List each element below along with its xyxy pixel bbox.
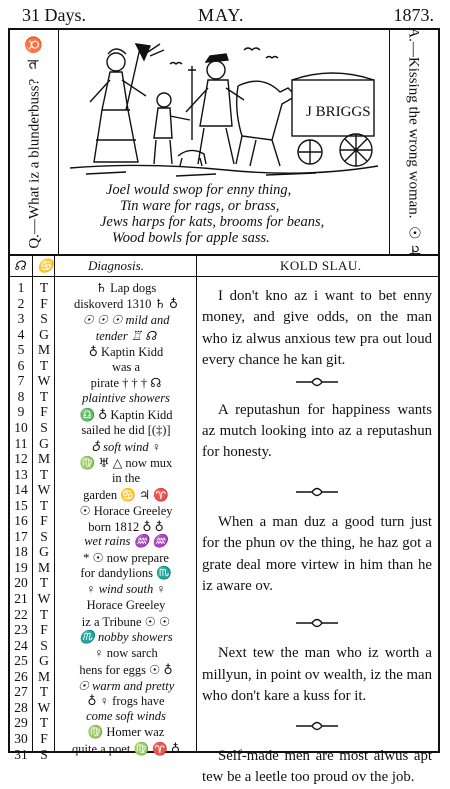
weekday-letter: S xyxy=(40,637,48,653)
diagnosis-line: ♀ wind south ♀ xyxy=(86,582,166,597)
day-number: 1 xyxy=(17,280,25,295)
days-count: 31 Days. xyxy=(22,5,86,25)
day-number: 30 xyxy=(14,730,28,746)
day-number: 19 xyxy=(14,559,28,575)
almanac-header xyxy=(8,2,440,28)
diagnosis-line: ♁ soft wind ♀ xyxy=(90,440,162,454)
illustration-band xyxy=(10,27,438,257)
weekday-letter: F xyxy=(40,404,48,420)
diagnosis-line: in the xyxy=(111,470,141,485)
paragraph: I don't kno az i want to bet enny money, and give odds, on the man who iz alwus anxious tew pra out loud every chance he kan git. xyxy=(202,288,432,369)
peddler-illustration xyxy=(66,40,382,180)
paragraph: Next tew the man who iz worth a millyun, in point ov wealth, iz the man who don't kare a kuss for it. xyxy=(202,645,432,705)
verse-line: Jews harps for kats, brooms for beans, xyxy=(100,214,325,230)
weekday-letter: M xyxy=(37,668,50,684)
kold-slau-text xyxy=(202,286,432,789)
header-rule xyxy=(10,276,438,277)
ornament-divider xyxy=(202,613,432,635)
day-number: 10 xyxy=(14,419,28,435)
weekday-letter: G xyxy=(39,326,49,342)
weekday-letter: T xyxy=(39,357,49,373)
day-number: 23 xyxy=(14,622,28,638)
weekday-letter: T xyxy=(39,388,49,404)
diagnosis-line: * ☉ now prepare xyxy=(83,551,169,566)
day-number: 16 xyxy=(14,513,28,529)
calendar-table xyxy=(10,256,438,786)
diagnosis-line: born 1812 ♁ ♁ xyxy=(88,519,164,534)
paragraph: Self-made men are most alwus apt tew be a leetle too proud ov the job. xyxy=(202,747,432,786)
diagnosis-line: ♎ ♁ Kaptin Kidd xyxy=(79,408,173,423)
diagnosis-line: Horace Greeley xyxy=(86,598,166,612)
weekday-letter: S xyxy=(40,746,48,762)
weekday-letter: M xyxy=(37,451,50,467)
day-number: 9 xyxy=(17,404,25,420)
day-number: 24 xyxy=(14,637,28,653)
diagnosis-line: ♄ Lap dogs xyxy=(95,281,157,295)
day-number: 28 xyxy=(14,699,28,715)
diagnosis-header: Diagnosis. xyxy=(88,258,144,273)
weekday-letter: M xyxy=(37,342,50,358)
diagnosis-line: ♏ nobby showers xyxy=(79,629,173,644)
weekday-letter: T xyxy=(39,715,49,731)
divider xyxy=(196,256,197,751)
day-column-header: ☊ xyxy=(14,258,26,273)
weekday-letter: S xyxy=(40,419,48,435)
day-number: 13 xyxy=(14,466,28,482)
day-number: 11 xyxy=(14,435,28,451)
day-number: 15 xyxy=(14,497,28,513)
day-number: 27 xyxy=(14,684,28,700)
verse-line: Tin ware for rags, or brass, xyxy=(120,198,280,214)
ornament-divider xyxy=(202,716,432,738)
diagnosis-line: iz a Tribune ☉ ☉ xyxy=(81,614,171,629)
day-number: 22 xyxy=(14,606,28,622)
diagnosis-line: ♍ ♅ △ now mux xyxy=(79,455,173,470)
question-symbols: ♃ ♉ xyxy=(26,35,43,72)
weekday-letter: W xyxy=(37,482,51,498)
weekday-letter: S xyxy=(40,311,48,327)
day-number: 7 xyxy=(17,373,25,389)
weekday-letter: T xyxy=(39,606,49,622)
month-title: MAY. xyxy=(198,5,245,25)
weekday-letter: F xyxy=(40,730,48,746)
diagnosis-line: plaintive showers xyxy=(82,391,170,406)
diagnosis-line: quite a poet ♍ ♈ ♁ xyxy=(72,742,180,757)
day-number: 18 xyxy=(14,544,28,560)
diagnosis-line: ☉ warm and pretty xyxy=(77,678,175,693)
diagnosis-line: for dandylions ♏ xyxy=(80,566,172,581)
diagnosis-line: pirate † † † ☊ xyxy=(90,376,162,391)
diagnosis-line: hens for eggs ☉ ♁ xyxy=(79,662,173,677)
weekday-letter: T xyxy=(39,497,49,513)
diagnosis-line: ♁ Kaptin Kidd xyxy=(88,344,164,359)
verse xyxy=(60,182,386,246)
day-number: 6 xyxy=(17,357,25,373)
weekday-letter: W xyxy=(37,699,51,715)
diagnosis-line: was a xyxy=(111,359,141,374)
weekday-letter: T xyxy=(39,575,49,591)
diagnosis-line: ☉ ☉ ☉ mild and xyxy=(82,312,170,327)
day-number: 25 xyxy=(14,653,28,669)
diagnosis-line: ☉ Horace Greeley xyxy=(79,503,173,518)
day-number: 2 xyxy=(17,295,25,311)
diagnosis-line: come soft winds xyxy=(86,709,166,724)
day-number: 31 xyxy=(14,746,28,762)
weekday-letter: M xyxy=(37,559,50,575)
diagnosis-line: garden ♋ ♃ ♈ xyxy=(83,487,169,502)
paragraph: When a man duz a good turn just for the phun ov the thing, he haz got a grate deal more virtew in him than he iz aware ov. xyxy=(202,513,432,595)
weekday-letter: T xyxy=(39,684,49,700)
week-column-header: ♋ xyxy=(37,258,54,273)
day-number: 21 xyxy=(14,591,28,606)
day-number: 20 xyxy=(14,575,28,591)
weekday-letter: T xyxy=(39,280,49,295)
diagnosis-line: ♀ now sarch xyxy=(94,645,158,660)
diagnosis-line: tender ♖ ☊ xyxy=(95,328,157,343)
answer-column xyxy=(389,27,438,257)
day-number: 12 xyxy=(14,451,28,467)
weekday-letter: G xyxy=(39,435,49,451)
day-number: 4 xyxy=(17,326,25,342)
kold-slau-header: KOLD SLAU. xyxy=(280,258,362,273)
answer-text: A.—Kissing the wrong woman. ☉ ♃ xyxy=(405,27,422,257)
day-number: 29 xyxy=(14,715,28,731)
day-number: 17 xyxy=(14,528,28,544)
weekday-letter: S xyxy=(40,528,48,544)
day-number: 3 xyxy=(17,311,25,327)
wagon-sign: J BRIGGS xyxy=(306,104,371,120)
year: 1873. xyxy=(393,5,434,25)
weekday-letter: F xyxy=(40,513,48,529)
day-number: 14 xyxy=(14,482,28,498)
diagnosis-line: sailed he did [(‡)] xyxy=(81,423,171,438)
paragraph: A reputashun for happiness wants az mutch looking into az a reputashun for honesty. xyxy=(202,401,432,461)
weekday-letter: G xyxy=(39,653,49,669)
weekday-letter: W xyxy=(37,591,51,606)
weekday-letter: T xyxy=(39,466,49,482)
verse-line: Wood bowls for apple sass. xyxy=(112,230,270,246)
answer-symbols: ☉ ♃ xyxy=(405,226,422,257)
weekday-letter: G xyxy=(39,544,49,560)
day-number: 26 xyxy=(14,668,28,684)
day-number: 8 xyxy=(17,388,25,404)
diagnosis-line: wet rains ♒ ♒ xyxy=(84,534,168,549)
almanac-page xyxy=(8,27,440,786)
day-number: 5 xyxy=(17,342,25,358)
divider xyxy=(32,256,33,751)
divider xyxy=(54,256,55,751)
verse-line: Joel would swop for enny thing, xyxy=(106,182,292,198)
question-column xyxy=(10,30,59,254)
ornament-divider xyxy=(202,482,432,504)
diagnosis-line: ♁ ♀ frogs have xyxy=(87,694,165,709)
weekday-letter: F xyxy=(40,295,48,311)
question-text: Q.—What iz a blunderbuss? ♃ ♉ xyxy=(26,35,43,249)
diagnosis-line: ♍ Homer waz xyxy=(87,725,165,740)
weekday-letter: F xyxy=(40,622,48,638)
weekday-letter: W xyxy=(37,373,51,389)
ornament-divider xyxy=(202,372,432,394)
diagnosis-line: diskoverd 1310 ♄ ♁ xyxy=(73,296,179,311)
